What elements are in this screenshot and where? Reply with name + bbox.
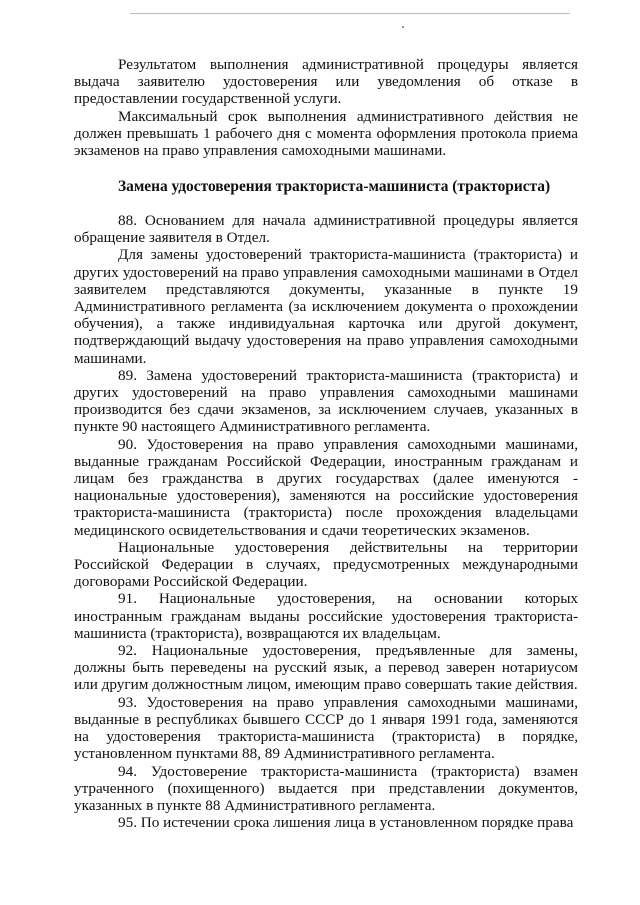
section-heading-block — [74, 178, 578, 195]
scan-speck — [402, 26, 404, 28]
paragraph-90: 90. Удостоверения на право управления самоходными машинами, выданные гражданам Российской Федерации, иностранным гражданам и лицам без гражданства в других государствах (далее именуются - национальные удостоверения), заменяются на российские удостоверения тракториста-машиниста (тракториста) после прохождения владельцами медицинского освидетельствования и сдачи теоретических экзаменов. — [74, 435, 578, 539]
paragraph-91: 91. Национальные удостоверения, на основании которых иностранным гражданам выданы российские удостоверения тракториста-машиниста (тракториста), возвращаются их владельцам. — [74, 590, 578, 642]
section-heading: Замена удостоверения тракториста-машиниста (тракториста) — [118, 178, 551, 195]
paragraph-max-term: Максимальный срок выполнения административного действия не должен превышать 1 рабочего дня с момента оформления протокола приема экзаменов на право управления самоходными машинами. — [74, 107, 578, 160]
paragraph-93: 93. Удостоверения на право управления самоходными машинами, выданные в республиках бывшего СССР до 1 января 1991 года, заменяются на удостоверения тракториста-машиниста (тракториста) в порядке, установленном пунктами 88, 89 Административного регламента. — [74, 693, 578, 763]
paragraph-92: 92. Национальные удостоверения, предъявленные для замены, должны быть переведены на русский язык, а перевод заверен нотариусом или другим должностным лицом, имеющим право совершать такие действия. — [74, 642, 578, 694]
paragraph-88-documents: Для замены удостоверений тракториста-машиниста (тракториста) и других удостоверений на право управления самоходными машинами в Отдел заявителем представляются документы, указанные в пункте 19 Административного регламента (за исключением документа о прохождении обучения), а также индивидуальная карточка или другой документ, подтверждающий выдачу удостоверения на право управления самоходными машинами. — [74, 246, 578, 367]
paragraph-90-national: Национальные удостоверения действительны на территории Российской Федерации в случаях, предусмотренных международными договорами Российской Федерации. — [74, 538, 578, 591]
paragraph-89: 89. Замена удостоверений тракториста-машиниста (тракториста) и других удостоверений на право управления самоходными машинами производится без сдачи экзаменов, за исключением случаев, указанных в пункте 90 настоящего Административного регламента. — [74, 366, 578, 436]
paragraph-result: Результатом выполнения административной процедуры является выдача заявителю удостоверения или уведомления об отказе в предоставлении государственной услуги. — [74, 56, 578, 108]
paragraph-94: 94. Удостоверение тракториста-машиниста (тракториста) взамен утраченного (похищенного) выдается при представлении документов, указанных в пункте 88 Административного регламента. — [74, 762, 578, 814]
main-text — [74, 212, 578, 831]
scan-edge-line — [130, 13, 570, 14]
intro-text — [74, 56, 578, 159]
paragraph-88: 88. Основанием для начала административной процедуры является обращение заявителя в Отдел. — [74, 212, 578, 247]
paragraph-95: 95. По истечении срока лишения лица в установленном порядке права — [118, 814, 574, 832]
